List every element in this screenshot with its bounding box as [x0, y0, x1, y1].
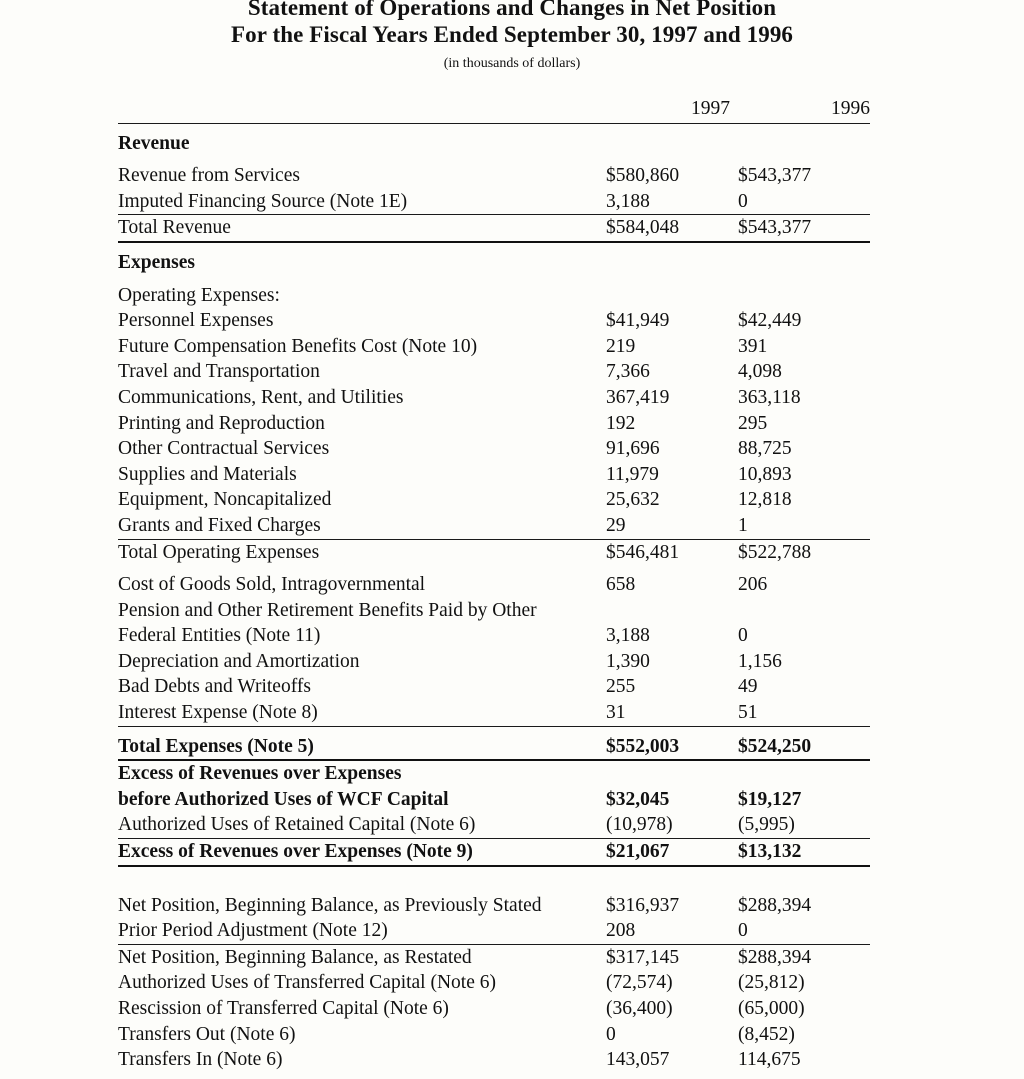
document-header — [0, 0, 1024, 74]
table-row-total-revenue — [118, 215, 870, 242]
row-label-pension-other-retirement-line-1: Pension and Other Retirement Benefits Paid by Other — [118, 599, 537, 621]
column-header-year-1996: 1996 — [738, 96, 870, 123]
table-row — [118, 163, 870, 189]
row-value-1997: $552,003 — [606, 734, 738, 761]
table-row — [118, 787, 870, 813]
row-value-1996: 10,893 — [738, 463, 792, 485]
row-label-excess-before-wcf-line-1: Excess of Revenues over Expenses — [118, 763, 402, 785]
row-value-1996 — [738, 598, 870, 624]
row-value-1996: $522,788 — [738, 541, 812, 563]
row-label-imputed-financing-source: Imputed Financing Source (Note 1E) — [118, 189, 606, 215]
document-title-line-1: Statement of Operations and Changes in Net Position — [247, 0, 777, 20]
row-label-future-compensation-benefits-cost: Future Compensation Benefits Cost (Note 10) — [118, 335, 478, 357]
spacer — [118, 242, 870, 250]
row-value-1996: 391 — [738, 335, 768, 357]
row-value-1997: 143,057 — [606, 1049, 670, 1071]
empty-cell — [606, 250, 738, 276]
row-value-1997: 3,188 — [606, 189, 738, 215]
row-value-1997: (72,574) — [606, 972, 673, 994]
table-row — [118, 462, 870, 488]
column-header-year-1997: 1997 — [606, 96, 738, 123]
row-value-1997: 367,419 — [606, 386, 670, 408]
row-label-total-expenses: Total Expenses (Note 5) — [118, 734, 606, 761]
row-value-1996: 51 — [738, 700, 870, 726]
row-label-rescission-transferred-capital: Rescission of Transferred Capital (Note 6) — [118, 998, 449, 1019]
row-value-1996: 1 — [738, 513, 870, 539]
row-value-1996: (5,995) — [738, 812, 870, 838]
empty-cell — [738, 250, 870, 276]
row-value-1997: $316,937 — [606, 894, 680, 916]
table-row — [118, 385, 870, 411]
row-label-interest-expense: Interest Expense (Note 8) — [118, 700, 606, 726]
table-row — [118, 623, 870, 649]
row-value-1996: 0 — [738, 918, 870, 944]
row-value-1997: (36,400) — [606, 998, 673, 1019]
row-value-1996: (25,812) — [738, 972, 805, 994]
table-row — [118, 812, 870, 838]
row-value-1997: 29 — [606, 513, 738, 539]
row-value-1996: 206 — [738, 574, 768, 596]
column-header-label — [118, 96, 606, 123]
row-value-1996: 0 — [738, 625, 748, 647]
row-value-1996: 4,098 — [738, 361, 782, 383]
row-value-1996: 0 — [738, 189, 870, 215]
table-row — [118, 700, 870, 726]
row-label-supplies-and-materials: Supplies and Materials — [118, 463, 297, 485]
table-row — [118, 487, 870, 513]
table-row — [118, 572, 870, 598]
row-label-total-operating-expenses: Total Operating Expenses — [118, 541, 320, 563]
row-value-1997: $21,067 — [606, 839, 738, 866]
table-row — [118, 1022, 870, 1048]
row-value-1997: 0 — [606, 1023, 616, 1045]
row-label-grants-and-fixed-charges: Grants and Fixed Charges — [118, 513, 606, 539]
table-row — [118, 513, 870, 539]
row-value-1996: 114,675 — [738, 1049, 801, 1071]
table-row — [118, 308, 870, 334]
spacer — [118, 866, 870, 893]
table-row — [118, 649, 870, 675]
row-label-excess-before-wcf-line-2: before Authorized Uses of WCF Capital — [118, 788, 449, 810]
row-value-1996: $288,394 — [738, 946, 812, 968]
row-value-1996: $524,250 — [738, 734, 870, 761]
row-label-revenue-from-services: Revenue from Services — [118, 165, 300, 187]
row-value-1996: 1,156 — [738, 650, 782, 672]
table-column-header-row — [118, 96, 870, 123]
section-heading-expenses: Expenses — [118, 251, 195, 273]
spacer — [118, 726, 870, 734]
row-label-bad-debts-and-writeoffs: Bad Debts and Writeoffs — [118, 676, 311, 698]
row-value-1997 — [606, 598, 738, 624]
table-row-total-operating-expenses — [118, 539, 870, 565]
row-label-net-position-restated: Net Position, Beginning Balance, as Restated — [118, 946, 472, 968]
row-value-1997: 255 — [606, 676, 636, 698]
row-label-prior-period-adjustment: Prior Period Adjustment (Note 12) — [118, 918, 606, 944]
table-row-total-expenses — [118, 734, 870, 761]
row-value-1997: $546,481 — [606, 541, 680, 563]
row-value-1997: 11,979 — [606, 463, 659, 485]
row-value-1997 — [606, 760, 738, 787]
row-value-1997: 219 — [606, 335, 636, 357]
table-row — [118, 893, 870, 919]
table-row — [118, 359, 870, 385]
row-value-1997: 25,632 — [606, 489, 660, 511]
table-row — [118, 996, 870, 1022]
row-value-1997: 208 — [606, 918, 738, 944]
document-units-note: (in thousands of dollars) — [443, 56, 581, 71]
spacer — [118, 156, 870, 163]
subsection-heading-operating-expenses: Operating Expenses: — [118, 284, 280, 306]
row-label-depreciation-and-amortization: Depreciation and Amortization — [118, 650, 360, 672]
row-value-1997: 91,696 — [606, 438, 660, 460]
row-value-1996: 49 — [738, 676, 758, 698]
row-label-federal-entities: Federal Entities (Note 11) — [118, 625, 321, 647]
table-row — [118, 436, 870, 462]
table-row — [118, 1047, 870, 1073]
row-label-transfers-out: Transfers Out (Note 6) — [118, 1023, 296, 1045]
row-label-personnel-expenses: Personnel Expenses — [118, 310, 274, 332]
row-value-1997: $584,048 — [606, 215, 738, 242]
row-value-1996: $288,394 — [738, 894, 812, 916]
row-label-equipment-noncapitalized: Equipment, Noncapitalized — [118, 489, 332, 511]
row-value-1996: $543,377 — [738, 165, 812, 187]
table-row — [118, 760, 870, 787]
row-label-authorized-uses-transferred-capital: Authorized Uses of Transferred Capital (Note 6) — [118, 972, 496, 994]
row-value-1997: 3,188 — [606, 625, 650, 647]
row-value-1996: (65,000) — [738, 998, 805, 1019]
section-heading-revenue-row — [118, 131, 870, 157]
row-value-1996: 12,818 — [738, 489, 792, 511]
row-value-1997: 658 — [606, 574, 636, 596]
row-label-printing-and-reproduction: Printing and Reproduction — [118, 412, 325, 434]
row-value-1997: $580,860 — [606, 165, 680, 187]
spacer — [118, 565, 870, 572]
row-value-1996 — [738, 760, 870, 787]
section-heading-revenue: Revenue — [118, 132, 190, 154]
row-label-transfers-in: Transfers In (Note 6) — [118, 1049, 283, 1071]
row-value-1996: 88,725 — [738, 438, 792, 460]
table-row — [118, 970, 870, 996]
spacer — [118, 123, 870, 131]
document-title-line-2: For the Fiscal Years Ended September 30, 1997 and 1996 — [230, 22, 794, 47]
table-row — [118, 944, 870, 970]
table-row — [118, 674, 870, 700]
row-value-1997: 7,366 — [606, 361, 650, 383]
table-row — [118, 189, 870, 215]
row-value-1996: $13,132 — [738, 839, 870, 866]
row-label-other-contractual-services: Other Contractual Services — [118, 438, 330, 460]
table-row-excess-revenues-note9 — [118, 839, 870, 866]
empty-cell — [606, 283, 738, 309]
row-value-1996: 295 — [738, 412, 768, 434]
empty-cell — [738, 283, 870, 309]
row-label-excess-revenues-over-expenses-note9: Excess of Revenues over Expenses (Note 9) — [118, 839, 606, 866]
row-value-1996: $19,127 — [738, 788, 802, 810]
spacer — [118, 276, 870, 283]
statement-of-operations-table — [118, 96, 870, 1073]
row-value-1997: 31 — [606, 700, 738, 726]
row-label-travel-and-transportation: Travel and Transportation — [118, 361, 320, 383]
row-label-authorized-uses-retained-capital: Authorized Uses of Retained Capital (Note 6) — [118, 812, 606, 838]
row-label-net-position-previously-stated: Net Position, Beginning Balance, as Previously Stated — [118, 894, 542, 916]
row-label-total-revenue: Total Revenue — [118, 215, 606, 242]
header-table-gap — [0, 74, 1024, 96]
row-value-1997: $317,145 — [606, 946, 680, 968]
section-heading-expenses-row — [118, 250, 870, 276]
row-value-1997: $41,949 — [606, 310, 670, 332]
table-row — [118, 334, 870, 360]
row-value-1996: $42,449 — [738, 310, 802, 332]
table-row — [118, 918, 870, 944]
row-label-communications-rent-utilities: Communications, Rent, and Utilities — [118, 386, 404, 408]
row-value-1997: $32,045 — [606, 788, 670, 810]
row-value-1996: (8,452) — [738, 1023, 795, 1045]
subsection-heading-operating-expenses-row — [118, 283, 870, 309]
empty-cell — [738, 131, 870, 157]
table-row — [118, 411, 870, 437]
table-row — [118, 598, 870, 624]
empty-cell — [606, 131, 738, 157]
row-value-1996: 363,118 — [738, 386, 801, 408]
row-label-cost-of-goods-sold: Cost of Goods Sold, Intragovernmental — [118, 574, 426, 596]
row-value-1996: $543,377 — [738, 215, 870, 242]
row-value-1997: 1,390 — [606, 650, 650, 672]
row-value-1997: 192 — [606, 412, 636, 434]
row-value-1997: (10,978) — [606, 812, 738, 838]
